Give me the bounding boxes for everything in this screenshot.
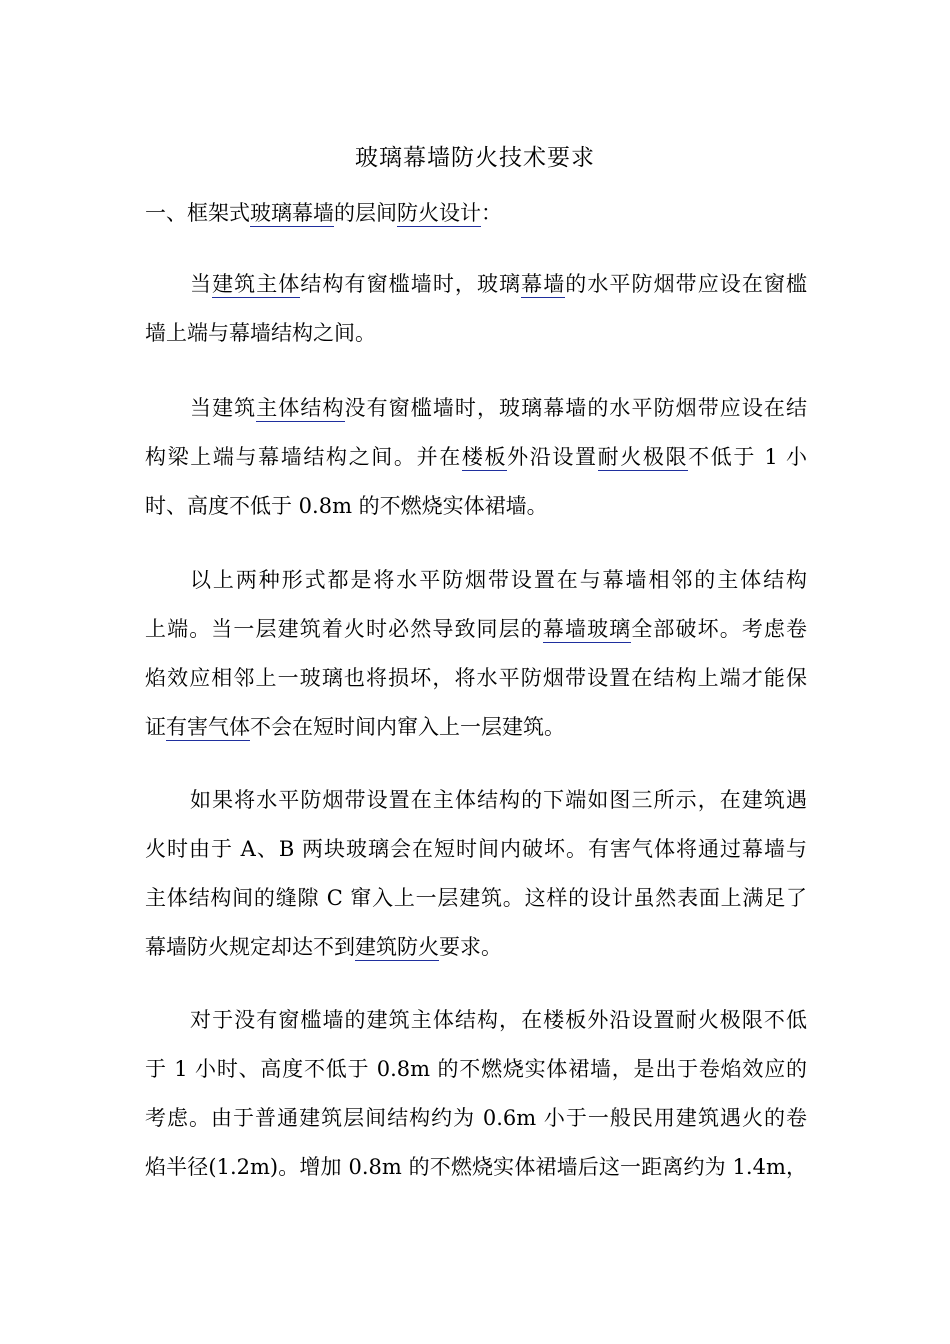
text-run: 没有窗槛墙时，玻璃幕墙的水平防烟带应设在结 xyxy=(344,396,808,420)
underlined-term: 建筑防火 xyxy=(355,935,439,959)
text-run: 如果将水平防烟带设置在主体结构的下端如图三所示，在建筑遇 xyxy=(190,788,807,812)
paragraph-5 xyxy=(145,1004,807,1200)
text-run: 证 xyxy=(145,715,166,739)
paragraph-line xyxy=(145,317,807,366)
paragraph-line xyxy=(145,931,807,980)
paragraph-line xyxy=(145,711,807,760)
text-run: 火时由于 A、B 两块玻璃会在短时间内破坏。有害气体将通过幕墙与 xyxy=(145,837,807,861)
heading-text: ： xyxy=(481,201,502,225)
paragraph-line xyxy=(145,1102,807,1151)
underlined-term: 建筑主体 xyxy=(212,272,301,296)
heading-text: 的层间 xyxy=(334,201,397,225)
underlined-term: 幕墙 xyxy=(521,272,566,296)
text-run: 幕墙防火规定却达不到 xyxy=(145,935,355,959)
paragraph-1 xyxy=(145,268,807,366)
paragraph-3 xyxy=(145,564,807,760)
paragraph-4 xyxy=(145,784,807,980)
text-run: 全部破坏。考虑卷 xyxy=(631,617,808,641)
text-run: 外沿设置 xyxy=(507,445,598,469)
underlined-term: 耐火极限 xyxy=(597,445,689,469)
text-run: 焰效应相邻上一玻璃也将损坏，将水平防烟带设置在结构上端才能保 xyxy=(145,666,807,690)
paragraph-line xyxy=(145,1053,807,1102)
text-run: 以上两种形式都是将水平防烟带设置在与幕墙相邻的主体结构 xyxy=(190,568,807,592)
text-run: 焰半径(1.2m)。增加 0.8m 的不燃烧实体裙墙后这一距离约为 1.4m， xyxy=(145,1155,807,1179)
text-run: 考虑。由于普通建筑层间结构约为 0.6m 小于一般民用建筑遇火的卷 xyxy=(145,1106,807,1130)
paragraph-line xyxy=(145,1151,807,1200)
document-title: 玻璃幕墙防火技术要求 xyxy=(355,145,595,171)
underlined-term: 防火设计 xyxy=(397,201,481,225)
text-run: 要求。 xyxy=(439,935,502,959)
paragraph-2 xyxy=(145,392,807,539)
paragraph-line xyxy=(145,833,807,882)
section-heading xyxy=(145,197,502,229)
underlined-term: 幕墙玻璃 xyxy=(542,617,632,641)
text-run: 对于没有窗槛墙的建筑主体结构，在楼板外沿设置耐火极限不低 xyxy=(190,1008,807,1032)
underlined-term: 楼板 xyxy=(461,445,508,469)
text-run: 当建筑 xyxy=(190,396,257,420)
text-run: 上端。当一层建筑着火时必然导致同层的 xyxy=(145,617,543,641)
text-run: 不会在短时间内窜入上一层建筑。 xyxy=(250,715,565,739)
paragraph-line xyxy=(145,564,807,613)
paragraph-line xyxy=(145,662,807,711)
paragraph-line xyxy=(145,392,807,441)
text-run: 主体结构间的缝隙 C 窜入上一层建筑。这样的设计虽然表面上满足了 xyxy=(145,886,807,910)
text-run: 当 xyxy=(190,272,213,296)
paragraph-line xyxy=(145,613,807,662)
paragraph-line xyxy=(145,882,807,931)
paragraph-line xyxy=(145,784,807,833)
text-run: 的水平防烟带应设在窗槛 xyxy=(565,272,808,296)
text-run: 构梁上端与幕墙结构之间。并在 xyxy=(145,445,462,469)
text-run: 于 1 小时、高度不低于 0.8m 的不燃烧实体裙墙，是出于卷焰效应的 xyxy=(145,1057,807,1081)
underlined-term: 有害气体 xyxy=(166,715,250,739)
underlined-term: 主体结构 xyxy=(256,396,345,420)
text-run: 墙上端与幕墙结构之间。 xyxy=(145,321,376,345)
text-run: 结构有窗槛墙时，玻璃 xyxy=(300,272,522,296)
paragraph-line xyxy=(145,490,807,539)
text-run: 时、高度不低于 0.8m 的不燃烧实体裙墙。 xyxy=(145,494,548,518)
paragraph-line xyxy=(145,441,807,490)
paragraph-line xyxy=(145,268,807,317)
text-run: 不低于 1 小 xyxy=(688,445,808,469)
underlined-term: 玻璃幕墙 xyxy=(250,201,334,225)
heading-text: 一、框架式 xyxy=(145,201,250,225)
paragraph-line xyxy=(145,1004,807,1053)
